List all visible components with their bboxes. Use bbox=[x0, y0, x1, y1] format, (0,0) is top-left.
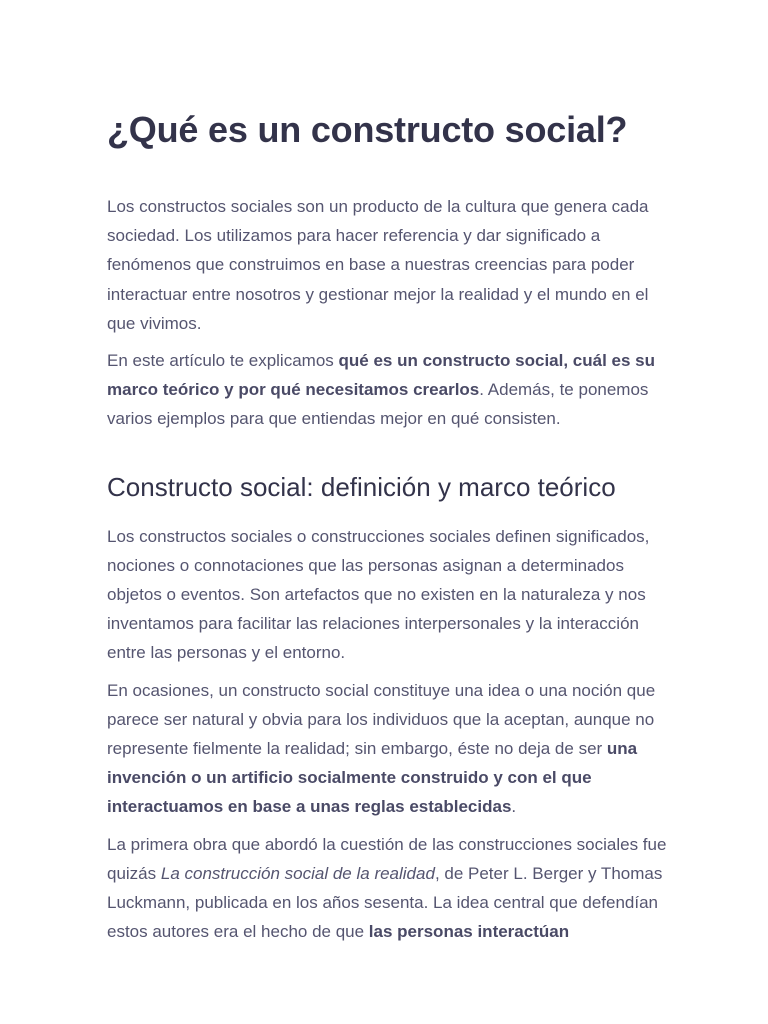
intro-paragraph-2-bold: qué es un constructo social, cuál es su marco teórico y por qué necesitamos crearlos bbox=[107, 351, 655, 400]
section-paragraph-2-text: En ocasiones, un constructo social constituye una idea o una noción que parece ser natural y obvia para los individuos que la aceptan, aunque no represente fielmente la realidad; sin embargo, éste no deja de ser bbox=[107, 680, 656, 759]
section-paragraph-2-text-end: . bbox=[511, 797, 517, 817]
intro-paragraph-2-text: En este artículo te explicamos bbox=[107, 351, 339, 371]
section-paragraph-3-text: La primera obra que abordó la cuestión de las construcciones sociales fue quizás bbox=[107, 834, 667, 883]
section-paragraph-1: Los constructos sociales o construcciones sociales definen significados, nociones o connotaciones que las personas asignan a determinados objetos o eventos. Son artefactos que no existen en la naturaleza y nos inventamos para facilitar las relaciones interpersonales y la interacción entre las personas y el entorno. bbox=[107, 526, 650, 663]
intro-paragraph-1: Los constructos sociales son un producto de la cultura que genera cada sociedad. Los utilizamos para hacer referencia y dar significado a fenómenos que construimos en base a nuestras creencias para poder interactuar entre nosotros y gestionar mejor la realidad y el mundo en el que vivimos. bbox=[107, 197, 649, 333]
intro-paragraph-2-text-end: . Además, te ponemos varios ejemplos para que entiendas mejor en qué consisten. bbox=[107, 380, 649, 429]
section-heading: Constructo social: definición y marco teórico bbox=[107, 471, 616, 502]
section-paragraph-3-text-mid: , de Peter L. Berger y Thomas Luckmann, publicada en los años sesenta. La idea central que defendían estos autores era el hecho de que bbox=[107, 863, 663, 942]
section-paragraph-2 bbox=[107, 676, 667, 822]
section-paragraph-2-bold: una invención o un artificio socialmente construido y con el que interactuamos en base a unas reglas establecidas bbox=[107, 739, 638, 817]
article bbox=[107, 108, 667, 946]
intro-paragraph-2 bbox=[107, 346, 667, 434]
book-title: La construcción social de la realidad bbox=[160, 863, 435, 883]
section-paragraph-3-bold: las personas interactúan bbox=[368, 922, 570, 942]
page-title: ¿Qué es un constructo social? bbox=[107, 109, 628, 150]
section-paragraph-3 bbox=[107, 830, 667, 947]
